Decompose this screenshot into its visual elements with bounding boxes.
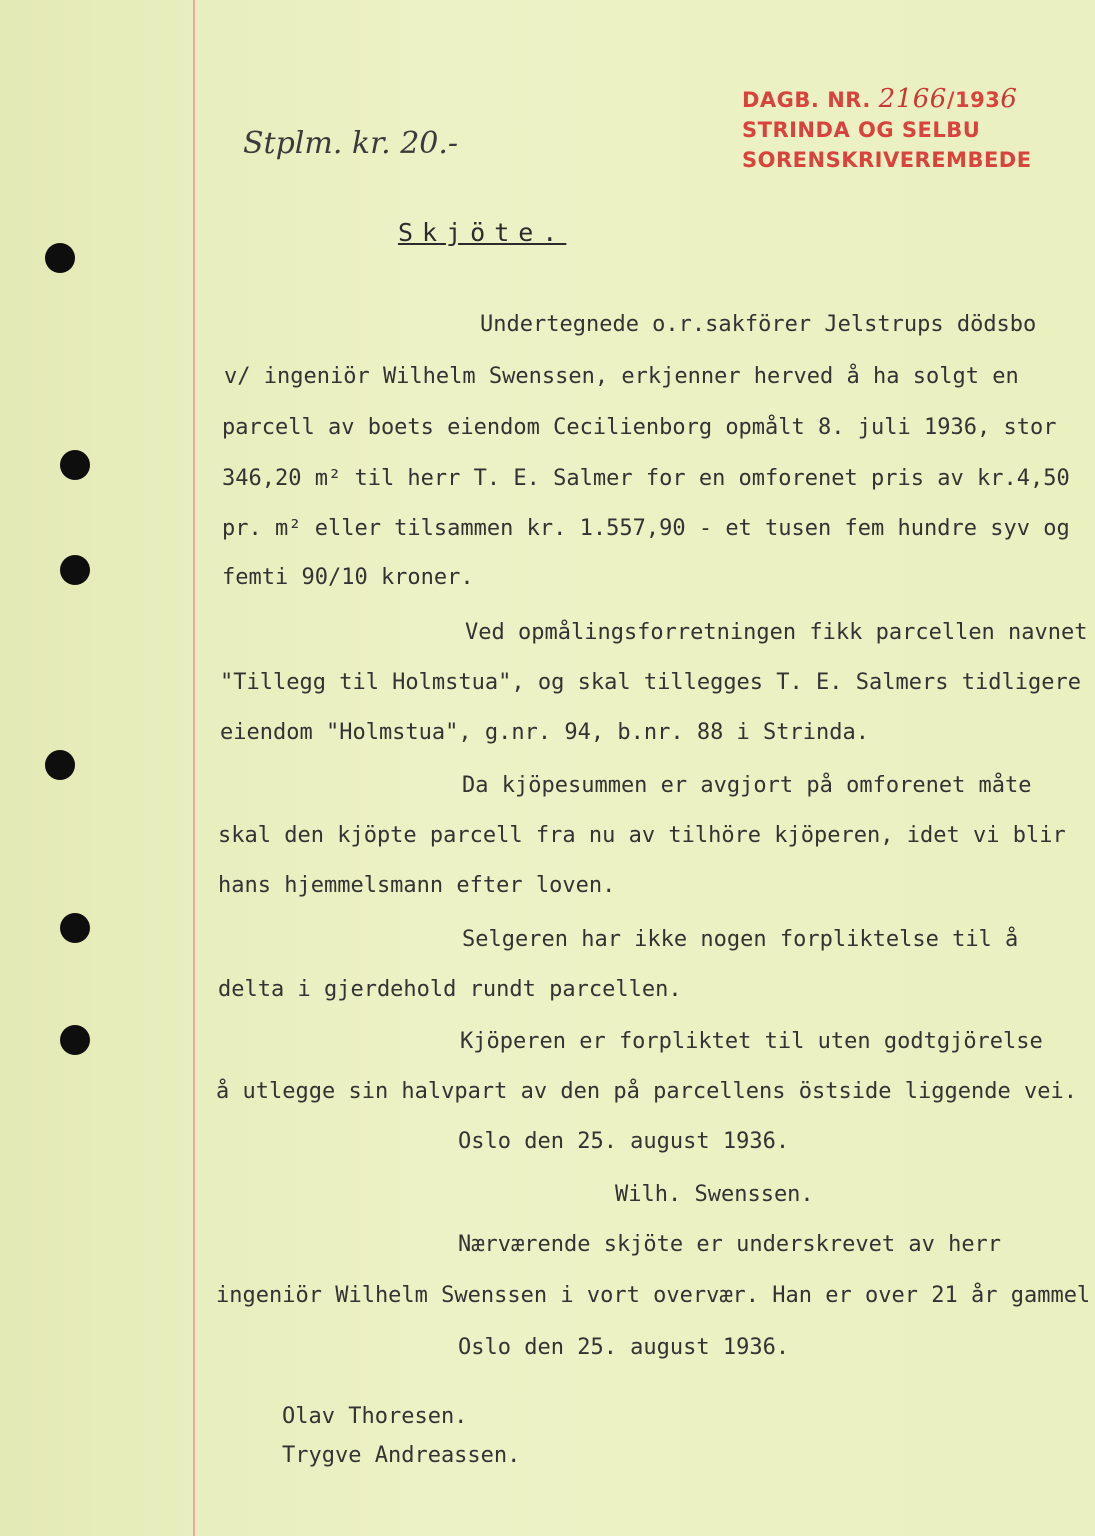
stamp-number: 2166 [878, 84, 947, 114]
text-line: 346,20 m² til herr T. E. Salmer for en omforenet pris av kr.4,50 [222, 466, 1070, 491]
text-line: "Tillegg til Holmstua", og skal tillegges T. E. Salmers tidligere [220, 670, 1081, 695]
punch-hole-icon [45, 750, 75, 780]
witness-signature: Trygve Andreassen. [282, 1443, 521, 1468]
text-line: Kjöperen er forpliktet til uten godtgjörelse [460, 1029, 1043, 1054]
text-line: parcell av boets eiendom Cecilienborg opmålt 8. juli 1936, stor [222, 415, 1057, 440]
date-line: Oslo den 25. august 1936. [458, 1335, 790, 1360]
witness-signature: Olav Thoresen. [282, 1404, 468, 1429]
red-margin-line [193, 0, 195, 1536]
text-line: Da kjöpesummen er avgjort på omforenet måte [462, 773, 1032, 798]
date-line: Oslo den 25. august 1936. [458, 1129, 790, 1154]
text-line: v/ ingeniör Wilhelm Swenssen, erkjenner herved å ha solgt en [224, 364, 1019, 389]
text-line: å utlegge sin halvpart av den på parcellens östside liggende vei. [216, 1079, 1077, 1104]
text-line: femti 90/10 kroner. [222, 565, 474, 590]
document-title: Skjöte. [398, 218, 567, 247]
punch-hole-icon [60, 555, 90, 585]
fee-note: Stplm. kr. 20.- [243, 126, 459, 161]
registry-stamp [742, 84, 1032, 175]
stamp-year-suffix: 6 [1000, 84, 1018, 114]
text-line: Ved opmålingsforretningen fikk parcellen navnet [465, 620, 1088, 645]
text-line: ingeniör Wilhelm Swenssen i vort overvær. Han er over 21 år gammel [216, 1283, 1091, 1308]
stamp-line-2: STRINDA OG SELBU [742, 118, 981, 142]
text-line: Nærværende skjöte er underskrevet av herr [458, 1232, 1002, 1257]
punch-hole-icon [60, 450, 90, 480]
seller-signature: Wilh. Swenssen. [615, 1182, 814, 1207]
stamp-line-3: SORENSKRIVEREMBEDE [742, 148, 1032, 172]
stamp-line-1 [742, 84, 1032, 115]
punch-hole-icon [60, 1025, 90, 1055]
text-line: skal den kjöpte parcell fra nu av tilhöre kjöperen, idet vi blir [218, 823, 1066, 848]
text-line: hans hjemmelsmann efter loven. [218, 873, 616, 898]
text-line: Undertegnede o.r.sakförer Jelstrups dödsbo [480, 312, 1037, 337]
text-line: Selgeren har ikke nogen forpliktelse til å [462, 927, 1019, 952]
text-line: pr. m² eller tilsammen kr. 1.557,90 - et tusen fem hundre syv og [222, 516, 1070, 541]
punch-hole-icon [60, 913, 90, 943]
stamp-dagb-label: DAGB. NR. [742, 88, 871, 112]
text-line: eiendom "Holmstua", g.nr. 94, b.nr. 88 i Strinda. [220, 720, 870, 745]
text-line: delta i gjerdehold rundt parcellen. [218, 977, 682, 1002]
punch-hole-icon [45, 243, 75, 273]
stamp-year-prefix: /193 [946, 88, 1001, 112]
